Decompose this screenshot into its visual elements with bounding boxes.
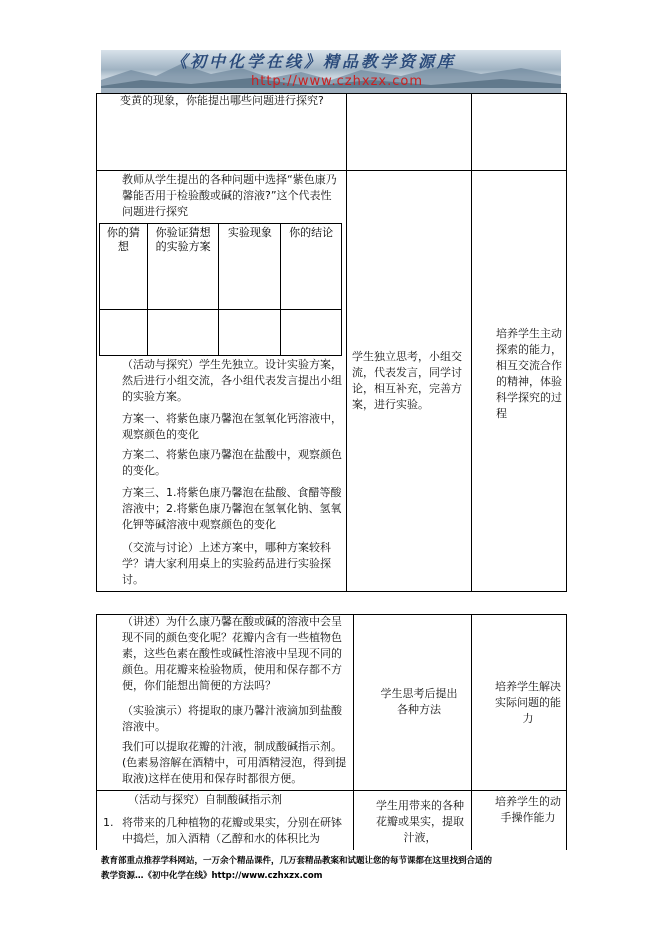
plan-three: 方案三、1.将紫色康乃馨泡在盐酸、食醋等酸溶液中；2.将紫色康乃馨泡在氢氧化钠、氢氧化钾等碱溶液中观察颜色的变化	[122, 486, 342, 531]
empty-cell	[281, 310, 342, 356]
lecture-paragraph: （讲述）为什么康乃馨在酸或碱的溶液中会呈现不同的颜色变化呢？花瓣内含有一些植物色素，这些色素在酸性或碱性溶液中呈现不同的颜色。用花瓣来检验物质，使用和保存都不方便，你们能想出简便的方法吗？	[122, 615, 342, 692]
banner-url-link[interactable]: http://www.czhxzx.com	[251, 74, 423, 89]
table1-row-divider	[96, 170, 567, 171]
footer-line-1: 教育部重点推荐学科网站，一万余个精品课件，几万套精品教案和试题让您的每节课都在这里找到合适的	[101, 856, 493, 866]
discussion-paragraph: （交流与讨论）上述方案中，哪种方案较科学？请大家利用桌上的实验药品进行实验探讨。	[122, 541, 331, 586]
header-phenomenon: 实验现象	[219, 224, 281, 310]
table2-col-divider-1	[353, 614, 354, 850]
footer-line-2[interactable]: 教学资源…《初中化学在线》http://www.czhxzx.com	[101, 871, 323, 881]
table2-col-divider-2	[471, 614, 472, 850]
table1-col-divider-1	[346, 93, 347, 592]
student-extract-text: 学生用带来的各种花瓣或果实，提取汁液，	[376, 799, 464, 844]
design-intent-text: 培养学生主动探索的能力，相互交流合作的精神，体验科学探究的过程	[496, 327, 562, 420]
empty-cell	[147, 310, 219, 356]
solve-problem-text: 培养学生解决实际问题的能力	[495, 680, 561, 725]
hands-on-text: 培养学生的动手操作能力	[495, 795, 561, 824]
empty-cell	[219, 310, 281, 356]
diy-indicator-heading: （活动与探究）自制酸碱指示剂	[128, 793, 282, 806]
table1-intro-text: 教师从学生提出的各种问题中选择“紫色康乃馨能否用于检验酸或碱的溶液?”这个代表性问题进行探究	[122, 173, 337, 218]
step-one-text: 将带来的几种植物的花瓣或果实，分别在研钵中捣烂，加入酒精（乙醇和水的体积比为	[122, 816, 342, 845]
activity-paragraph: （活动与探究）学生先独立。设计实验方案，然后进行小组交流，各小组代表发言提出小组的实验方案。	[122, 358, 342, 403]
footer-note	[101, 854, 571, 884]
header-plan: 你验证猜想的实验方案	[147, 224, 219, 310]
header-conclusion: 你的结论	[281, 224, 342, 310]
student-activity-text: 学生独立思考，小组交流，代表发言，同学讨论，相互补充，完善方案，进行实验。	[352, 350, 462, 411]
table1-row1-text: 变黄的现象，你能提出哪些问题进行探究?	[120, 94, 324, 107]
extract-paragraph: 我们可以提取花瓣的汁液，制成酸碱指示剂。(色素易溶解在酒精中，可用酒精浸泡，得到提取液)这样在使用和保存时都很方便。	[122, 740, 347, 785]
table2-row-divider	[96, 790, 567, 791]
banner-title: 《初中化学在线》精品教学资源库	[171, 52, 457, 71]
table1-col-divider-2	[471, 93, 472, 592]
student-think-text: 学生思考后提出 各种方法	[380, 687, 469, 716]
plan-two: 方案二、将紫色康乃馨泡在盐酸中，观察颜色的变化。	[122, 448, 342, 477]
plan-one: 方案一、将紫色康乃馨泡在氢氧化钙溶液中，观察颜色的变化	[122, 412, 342, 441]
hypothesis-table	[99, 223, 342, 356]
step-number: 1.	[103, 816, 114, 829]
header-guess: 你的猜想	[100, 224, 148, 310]
empty-cell	[100, 310, 148, 356]
demo-paragraph: （实验演示）将提取的康乃馨汁液滴加到盐酸溶液中。	[122, 704, 342, 733]
site-banner	[101, 50, 561, 94]
